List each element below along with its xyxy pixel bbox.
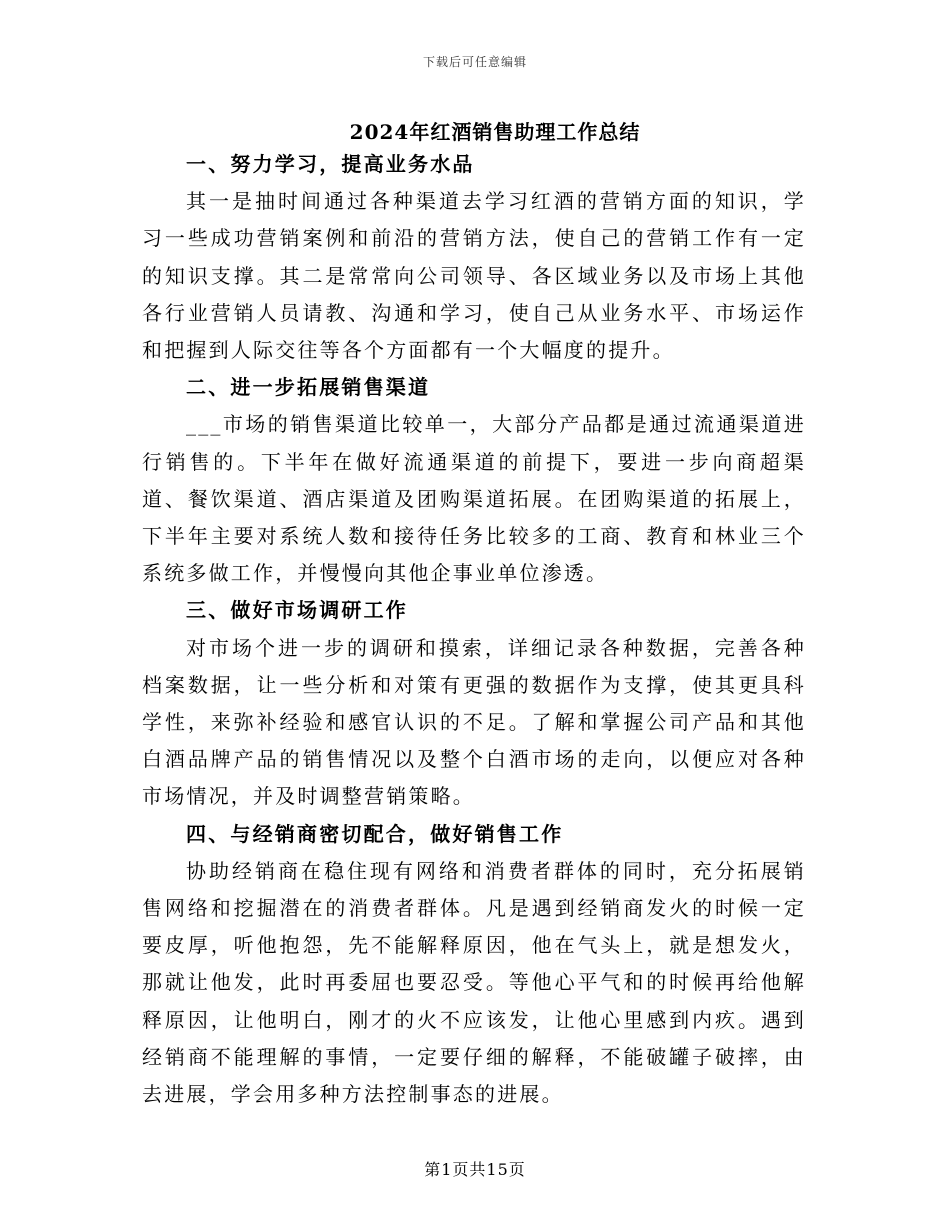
section-heading: 三、做好市场调研工作 — [186, 598, 408, 623]
section-heading: 一、努力学习，提高业务水品 — [186, 152, 475, 176]
header-note: 下载后可任意编辑 — [422, 55, 527, 69]
section-heading: 二、进一步拓展销售渠道 — [186, 375, 431, 400]
section-paragraph: ___市场的销售渠道比较单一，大部分产品都是通过流通渠道进行销售的。下半年在做好流通渠道的前提下，要进一步向商超渠道、餐饮渠道、酒店渠道及团购渠道拓展。在团购渠道的拓展上，下半年主要对系统人数和接待任务比较多的工商、教育和林业三个系统多做工作，并慢慢向其他企事业单位渗透。 — [142, 412, 806, 586]
section-heading: 四、与经销商密切配合，做好销售工作 — [186, 821, 564, 846]
section-paragraph: 其一是抽时间通过各种渠道去学习红酒的营销方面的知识，学习一些成功营销案例和前沿的营销方法，使自己的营销工作有一定的知识支撑。其二是常常向公司领导、各区域业务以及市场上其他各行业营销人员请教、沟通和学习，使自己从业务水平、市场运作和把握到人际交往等各个方面都有一个大幅度的提升。 — [142, 189, 806, 363]
section-2 — [142, 369, 806, 592]
section-1 — [142, 146, 806, 369]
section-paragraph: 协助经销商在稳住现有网络和消费者群体的同时，充分拓展销售网络和挖掘潜在的消费者群体。凡是遇到经销商发火的时候一定要皮厚，听他抱怨，先不能解释原因，他在气头上，就是想发火，那就让他发，此时再委屈也要忍受。等他心平气和的时候再给他解释原因，让他明白，刚才的火不应该发，让他心里感到内疚。遇到经销商不能理解的事情，一定要仔细的解释，不能破罐子破摔，由去进展，学会用多种方法控制事态的进展。 — [142, 858, 806, 1107]
section-paragraph: 对市场个进一步的调研和摸索，详细记录各种数据，完善各种档案数据，让一些分析和对策有更强的数据作为支撑，使其更具科学性，来弥补经验和感官认识的不足。了解和掌握公司产品和其他白酒品牌产品的销售情况以及整个白酒市场的走向，以便应对各种市场情况，并及时调整营销策略。 — [142, 635, 806, 809]
section-3 — [142, 592, 806, 815]
section-4 — [142, 816, 806, 1114]
page-footer: 第1页共15页 — [424, 1160, 526, 1179]
document-body — [142, 146, 806, 1113]
document-title: 2024年红酒销售助理工作总结 — [349, 120, 641, 144]
